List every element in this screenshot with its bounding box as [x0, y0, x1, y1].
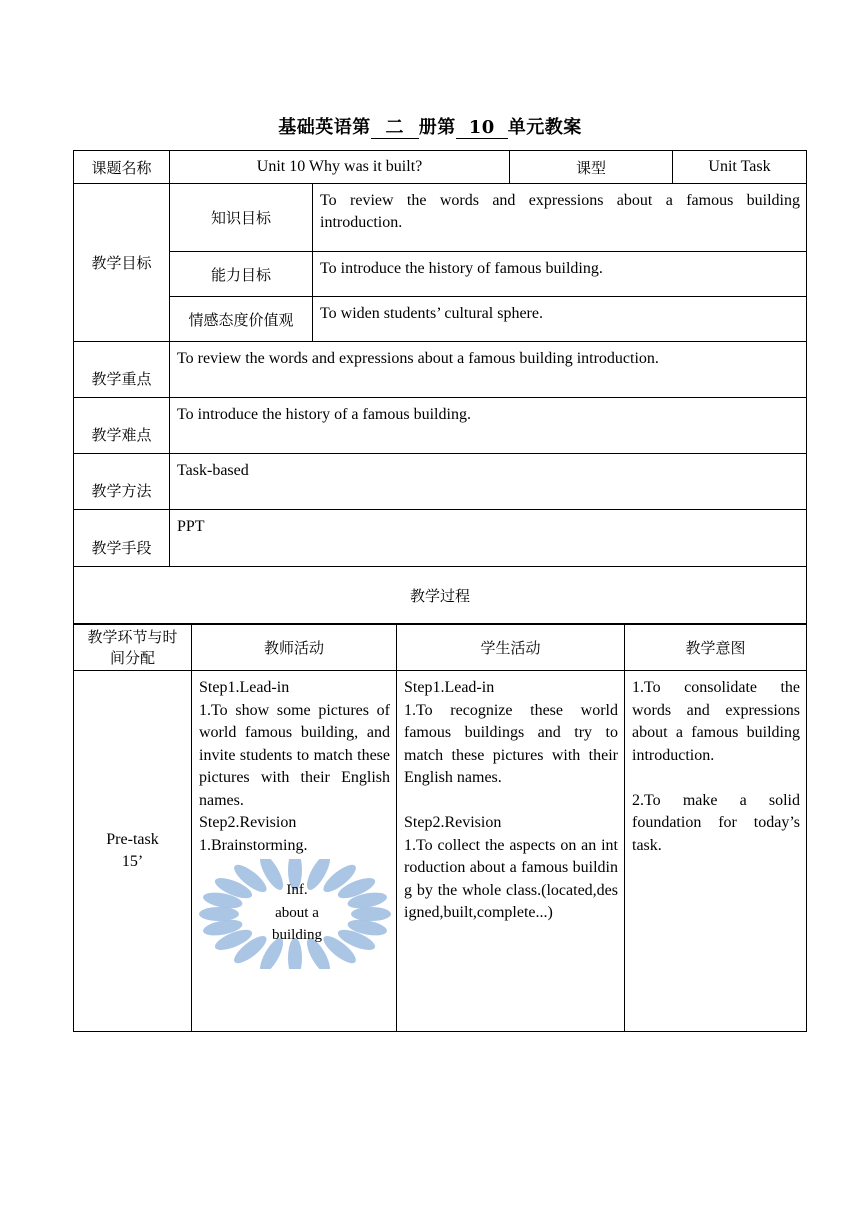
- means-value: PPT: [170, 510, 807, 567]
- page-title: [0, 113, 860, 139]
- student-activity-cell: [397, 671, 625, 1032]
- student-step1-title: Step1.Lead-in: [404, 679, 495, 696]
- petal: [351, 907, 391, 921]
- type-label: 课型: [510, 151, 673, 184]
- stage-time: 15’: [121, 853, 144, 870]
- brainstorm-line3: building: [271, 927, 322, 943]
- objective-attitude-label: 情感态度价值观: [170, 297, 313, 342]
- intent-p1: 1.To consolidate the words and expressions about a famous building introduction.: [632, 679, 800, 764]
- title-suffix: 单元教案: [507, 117, 582, 138]
- method-value: Task-based: [170, 454, 807, 510]
- topic-row: [74, 151, 807, 184]
- intent-p2: 2.To make a solid foundation for today’s task.: [632, 791, 800, 854]
- process-header: 教学过程: [74, 567, 807, 624]
- difficulties-label: 教学难点: [74, 398, 170, 454]
- stage-cell: [74, 671, 192, 1032]
- objective-ability-value: To introduce the history of famous building.: [313, 252, 807, 297]
- method-label: 教学方法: [74, 454, 170, 510]
- objective-row-ability: [74, 252, 807, 297]
- student-step2-text: 1.To collect the aspects on an introduction about a famous building by the whole class.(located,designed,built,complete...): [404, 836, 618, 921]
- teacher-step2-text: 1.Brainstorming.: [199, 836, 308, 854]
- student-step2-title: Step2.Revision: [404, 814, 502, 831]
- objective-ability-label: 能力目标: [170, 252, 313, 297]
- stage-name: Pre-task: [106, 831, 159, 848]
- teacher-step1-text: 1.To show some pictures of world famous building, and invite students to match these pictures with their English names.: [199, 701, 390, 809]
- brainstorm-center-text: [247, 879, 347, 947]
- brainstorm-line2: about a: [275, 904, 319, 921]
- title-unit-blank: 10: [456, 118, 508, 139]
- objective-attitude-value: To widen students’ cultural sphere.: [313, 297, 807, 342]
- teacher-step1-title: Step1.Lead-in: [199, 679, 290, 696]
- petal: [199, 907, 239, 921]
- column-student: 学生活动: [397, 625, 625, 671]
- lesson-info-table: [73, 150, 807, 624]
- process-row-pretask: [74, 671, 807, 1032]
- teacher-step2-title: Step2.Revision: [199, 814, 297, 831]
- key-points-label: 教学重点: [74, 342, 170, 398]
- column-stage-time: 教学环节与时间分配: [74, 625, 192, 671]
- type-value: Unit Task: [673, 151, 807, 184]
- difficulties-value: To introduce the history of a famous building.: [170, 398, 807, 454]
- title-mid: 册第: [418, 117, 456, 138]
- student-step1-text: 1.To recognize these world famous buildings and try to match these pictures with their English names.: [404, 701, 618, 786]
- title-prefix: 基础英语第: [278, 117, 371, 138]
- objective-knowledge-value: To review the words and expressions about a famous building introduction.: [313, 184, 807, 252]
- means-row: [74, 510, 807, 567]
- difficulties-row: [74, 398, 807, 454]
- column-teacher: 教师活动: [192, 625, 397, 671]
- brainstorm-diagram: [197, 859, 397, 969]
- key-points-row: [74, 342, 807, 398]
- intent-cell: [625, 671, 807, 1032]
- objective-row-attitude: [74, 297, 807, 342]
- topic-label: 课题名称: [74, 151, 170, 184]
- key-points-value: To review the words and expressions about a famous building introduction.: [170, 342, 807, 398]
- objective-row-knowledge: [74, 184, 807, 252]
- process-columns-row: [74, 625, 807, 671]
- process-table: [73, 624, 807, 1032]
- teacher-activity-cell: [192, 671, 397, 1032]
- title-book-blank: 二: [371, 118, 419, 139]
- means-label: 教学手段: [74, 510, 170, 567]
- objective-knowledge-label: 知识目标: [170, 184, 313, 252]
- column-intent: 教学意图: [625, 625, 807, 671]
- method-row: [74, 454, 807, 510]
- topic-value: Unit 10 Why was it built?: [170, 151, 510, 184]
- brainstorm-line1: Inf.: [286, 882, 308, 898]
- process-header-row: [74, 567, 807, 624]
- objectives-label: 教学目标: [74, 184, 170, 342]
